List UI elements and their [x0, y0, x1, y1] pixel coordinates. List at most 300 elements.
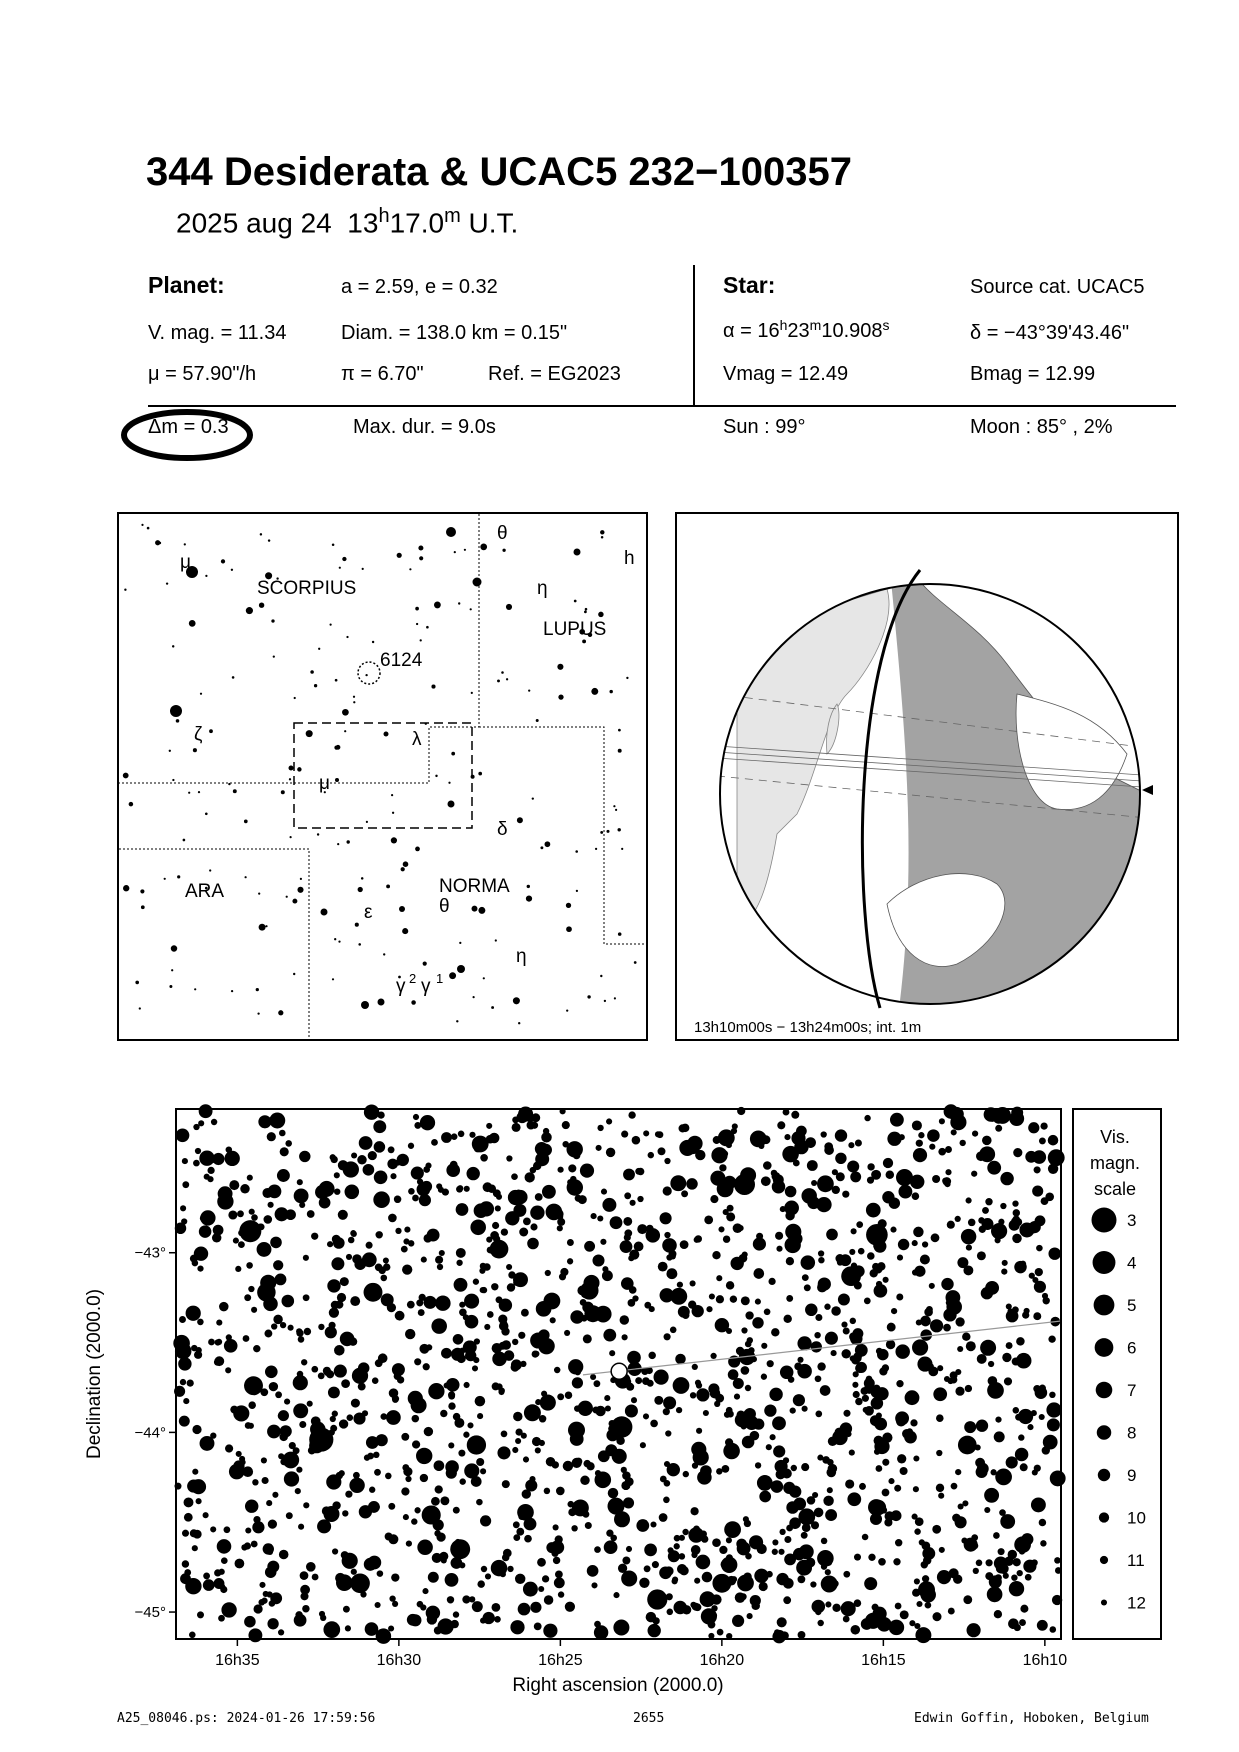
- field-star: [180, 1379, 186, 1385]
- field-star: [761, 1176, 771, 1186]
- bright-star: [611, 1416, 632, 1437]
- field-star: [557, 1225, 563, 1231]
- field-star: [670, 1253, 676, 1259]
- finder-star: [600, 975, 602, 977]
- field-star: [453, 1507, 460, 1514]
- x-tick-label: 16h20: [699, 1652, 745, 1669]
- field-star: [431, 1318, 447, 1334]
- field-star: [542, 1185, 556, 1199]
- finder-star: [123, 773, 129, 779]
- finder-star: [259, 924, 266, 931]
- bright-star: [244, 1376, 263, 1395]
- field-star: [927, 1129, 940, 1142]
- field-star: [890, 1227, 896, 1233]
- finder-star: [456, 1020, 458, 1022]
- field-star: [778, 1549, 784, 1555]
- field-star: [915, 1627, 931, 1643]
- finder-star: [502, 549, 505, 552]
- field-star: [912, 1589, 920, 1597]
- field-star: [557, 1393, 564, 1400]
- field-star: [821, 1538, 828, 1545]
- field-star: [300, 1571, 309, 1580]
- field-star: [368, 1556, 382, 1570]
- field-star: [897, 1255, 903, 1261]
- field-star: [786, 1257, 794, 1265]
- finder-star: [626, 677, 628, 679]
- field-star: [995, 1417, 1001, 1423]
- field-star: [1015, 1448, 1029, 1462]
- field-star: [939, 1118, 945, 1124]
- legend-mag-label: 3: [1127, 1211, 1137, 1230]
- field-star: [220, 1586, 227, 1593]
- ra-s-unit: s: [882, 317, 890, 333]
- field-star: [831, 1350, 837, 1356]
- field-star: [362, 1410, 368, 1416]
- field-star: [574, 1369, 581, 1376]
- finder-star: [536, 719, 539, 722]
- field-star: [480, 1263, 487, 1270]
- field-star: [631, 1397, 637, 1403]
- finder-star: [353, 701, 355, 703]
- field-star: [679, 1553, 685, 1559]
- field-star: [882, 1459, 889, 1466]
- finder-star: [446, 527, 456, 537]
- field-star: [264, 1215, 273, 1224]
- bright-star: [450, 1539, 470, 1559]
- field-star: [267, 1561, 279, 1573]
- field-star: [592, 1254, 604, 1266]
- field-star: [247, 1175, 253, 1181]
- finder-star: [170, 705, 182, 717]
- field-star: [427, 1229, 440, 1242]
- field-star: [1004, 1377, 1012, 1385]
- field-star: [450, 1161, 458, 1169]
- field-star: [252, 1479, 258, 1485]
- field-star: [867, 1163, 874, 1170]
- field-star: [543, 1624, 557, 1638]
- field-star: [821, 1131, 827, 1137]
- field-star: [229, 1180, 239, 1190]
- field-star: [870, 1269, 878, 1277]
- finder-star: [574, 600, 577, 603]
- finder-star: [517, 817, 523, 823]
- field-star: [521, 1309, 529, 1317]
- finder-star: [294, 697, 296, 699]
- field-star: [278, 1412, 286, 1420]
- legend-mag-label: 12: [1127, 1593, 1146, 1613]
- field-star: [938, 1493, 944, 1499]
- field-star: [334, 1172, 340, 1178]
- field-star: [244, 1616, 256, 1628]
- field-star: [280, 1147, 289, 1156]
- field-star: [390, 1173, 396, 1179]
- field-star: [412, 1440, 420, 1448]
- field-star: [784, 1134, 790, 1140]
- field-star: [789, 1246, 795, 1252]
- field-star: [840, 1422, 852, 1434]
- field-star: [939, 1547, 945, 1553]
- field-star: [734, 1394, 740, 1400]
- field-star: [807, 1496, 816, 1505]
- field-star: [296, 1467, 302, 1473]
- field-star: [524, 1404, 541, 1421]
- legend-title-line2: magn.: [1089, 1153, 1141, 1173]
- finder-star: [188, 792, 190, 794]
- bright-star: [257, 1283, 276, 1302]
- field-star: [964, 1421, 976, 1433]
- field-star: [467, 1167, 480, 1180]
- finder-star: [233, 789, 237, 793]
- field-star: [424, 1427, 433, 1436]
- label-gamma1-index: 1: [436, 971, 444, 986]
- field-star: [843, 1327, 850, 1334]
- legend-dot: [1094, 1295, 1115, 1316]
- field-star: [402, 1464, 409, 1471]
- field-star: [630, 1200, 636, 1206]
- field-star: [679, 1124, 687, 1132]
- field-star: [435, 1256, 443, 1264]
- finder-star: [231, 569, 233, 571]
- field-star: [772, 1549, 778, 1555]
- field-star: [755, 1462, 761, 1468]
- field-star: [910, 1419, 917, 1426]
- finder-star: [209, 869, 211, 871]
- field-star: [558, 1591, 564, 1597]
- field-star: [189, 1632, 196, 1639]
- field-star: [1031, 1497, 1046, 1512]
- field-star: [228, 1210, 237, 1219]
- field-star: [285, 1140, 292, 1147]
- field-star: [372, 1377, 379, 1384]
- planet-motion: μ = 57.90"/h: [148, 363, 257, 385]
- field-star: [407, 1301, 415, 1309]
- x-axis-label: Right ascension (2000.0): [512, 1675, 724, 1696]
- field-star: [851, 1625, 861, 1635]
- field-star: [412, 1195, 419, 1202]
- field-star: [261, 1457, 267, 1463]
- field-star: [663, 1396, 676, 1409]
- field-star: [369, 1487, 375, 1493]
- finder-star: [335, 679, 338, 682]
- field-star: [751, 1356, 757, 1362]
- field-star: [644, 1544, 657, 1557]
- field-star: [480, 1515, 491, 1526]
- field-star: [1034, 1281, 1046, 1293]
- field-star: [896, 1380, 903, 1387]
- event-hour: 13: [347, 207, 379, 239]
- field-star: [862, 1395, 869, 1402]
- field-star: [758, 1143, 764, 1149]
- field-star: [639, 1578, 649, 1588]
- finder-star: [618, 729, 621, 732]
- field-star: [790, 1407, 796, 1413]
- field-star: [922, 1575, 929, 1582]
- field-star: [221, 1602, 236, 1617]
- field-star: [866, 1376, 873, 1383]
- field-star: [784, 1201, 799, 1216]
- finder-star: [297, 887, 303, 893]
- field-star: [191, 1345, 197, 1351]
- field-star: [694, 1578, 700, 1584]
- bright-star: [422, 1505, 441, 1524]
- field-star: [806, 1558, 816, 1568]
- finder-star: [526, 896, 532, 902]
- finder-star: [591, 688, 598, 695]
- field-star: [614, 1511, 630, 1527]
- field-star: [1013, 1209, 1020, 1216]
- field-star: [451, 1133, 458, 1140]
- finder-star: [574, 549, 581, 556]
- finder-star: [358, 943, 361, 946]
- field-star: [831, 1232, 837, 1238]
- field-star: [518, 1513, 525, 1520]
- field-star: [284, 1399, 290, 1405]
- field-star: [473, 1279, 479, 1285]
- finder-star: [448, 782, 450, 784]
- finder-star: [434, 601, 441, 608]
- field-star: [486, 1237, 492, 1243]
- field-star: [602, 1270, 613, 1281]
- field-star: [180, 1205, 186, 1211]
- direction-arrow: [1142, 785, 1153, 795]
- x-tick-label: 16h10: [1022, 1652, 1068, 1669]
- planet-orbit: a = 2.59, e = 0.32: [341, 276, 498, 298]
- field-star: [1013, 1558, 1021, 1566]
- field-star: [1050, 1626, 1057, 1633]
- field-star: [979, 1146, 995, 1162]
- field-star: [570, 1310, 583, 1323]
- field-star: [475, 1396, 486, 1407]
- label-6124: 6124: [380, 650, 423, 671]
- field-star: [578, 1401, 593, 1416]
- field-star: [497, 1446, 510, 1459]
- field-star: [644, 1302, 651, 1309]
- field-star: [583, 1460, 590, 1467]
- field-star: [815, 1411, 822, 1418]
- field-star: [513, 1272, 528, 1287]
- field-star: [388, 1214, 397, 1223]
- field-star: [694, 1237, 700, 1243]
- finder-star: [171, 945, 177, 951]
- field-star: [752, 1317, 763, 1328]
- finder-star: [297, 767, 301, 771]
- field-star: [850, 1171, 861, 1182]
- field-star: [922, 1241, 928, 1247]
- field-star: [540, 1395, 556, 1411]
- field-star: [725, 1438, 733, 1446]
- field-star: [373, 1191, 390, 1208]
- field-star: [405, 1329, 415, 1339]
- field-star: [794, 1140, 808, 1154]
- field-star: [831, 1306, 841, 1316]
- field-star: [670, 1175, 686, 1191]
- field-star: [775, 1232, 783, 1240]
- field-star: [717, 1629, 724, 1636]
- label-epsilon: ε: [364, 902, 373, 923]
- field-star: [513, 1521, 520, 1528]
- field-star: [531, 1122, 538, 1129]
- field-star: [985, 1281, 999, 1295]
- finder-star: [587, 995, 590, 998]
- field-star: [898, 1185, 912, 1199]
- field-star: [376, 1434, 388, 1446]
- field-star: [681, 1190, 688, 1197]
- field-star: [248, 1628, 262, 1642]
- field-star: [973, 1568, 979, 1574]
- finder-star: [245, 876, 247, 878]
- field-star: [485, 1573, 491, 1579]
- legend-mag-label: 6: [1127, 1338, 1137, 1358]
- field-star: [994, 1431, 1005, 1442]
- field-star: [193, 1160, 200, 1167]
- field-star: [936, 1450, 942, 1456]
- field-star: [886, 1340, 895, 1349]
- field-star: [259, 1582, 265, 1588]
- field-star: [1002, 1260, 1008, 1266]
- field-star: [440, 1496, 449, 1505]
- field-star: [215, 1339, 221, 1345]
- field-star: [572, 1377, 583, 1388]
- field-star: [822, 1456, 830, 1464]
- field-star: [459, 1308, 467, 1316]
- field-star: [1046, 1402, 1061, 1417]
- field-star: [311, 1366, 318, 1373]
- field-star: [998, 1564, 1008, 1574]
- field-star: [1039, 1519, 1046, 1526]
- finder-star: [566, 926, 572, 932]
- field-star: [793, 1498, 806, 1511]
- field-star: [825, 1509, 837, 1521]
- field-star: [861, 1618, 873, 1630]
- field-star: [195, 1148, 201, 1154]
- field-star: [784, 1536, 791, 1543]
- field-star: [456, 1203, 469, 1216]
- field-star: [495, 1205, 501, 1211]
- field-star: [1048, 1149, 1065, 1166]
- field-star: [294, 1614, 307, 1627]
- field-star: [480, 1468, 486, 1474]
- field-star: [873, 1420, 880, 1427]
- field-star: [804, 1284, 811, 1291]
- finder-star: [506, 604, 512, 610]
- field-star: [788, 1376, 795, 1383]
- finder-star: [506, 678, 508, 680]
- field-star: [987, 1587, 1003, 1603]
- field-star: [268, 1519, 277, 1528]
- field-star: [539, 1415, 546, 1422]
- field-star: [621, 1570, 637, 1586]
- field-star: [741, 1366, 750, 1375]
- field-star: [553, 1524, 559, 1530]
- field-star: [268, 1202, 274, 1208]
- finder-star: [353, 696, 355, 698]
- field-star: [304, 1328, 311, 1335]
- field-star: [448, 1442, 454, 1448]
- field-star: [404, 1227, 410, 1233]
- finder-star: [256, 988, 259, 991]
- field-star: [192, 1425, 201, 1434]
- finder-star: [431, 685, 435, 689]
- finder-star: [123, 885, 129, 891]
- field-star: [311, 1233, 318, 1240]
- ra-minutes: 23: [787, 320, 810, 342]
- finder-star: [361, 1001, 369, 1009]
- field-star: [253, 1604, 262, 1613]
- field-star: [307, 1401, 313, 1407]
- field-star: [373, 1452, 379, 1458]
- field-star: [716, 1275, 722, 1281]
- field-star: [1047, 1418, 1060, 1431]
- field-star: [351, 1569, 357, 1575]
- field-star: [467, 1422, 473, 1428]
- field-star: [225, 1367, 231, 1373]
- field-star: [673, 1377, 690, 1394]
- field-star: [498, 1387, 504, 1393]
- field-star: [275, 1274, 287, 1286]
- field-star: [763, 1161, 772, 1170]
- field-star: [434, 1530, 441, 1537]
- field-star: [293, 1403, 308, 1418]
- field-star: [275, 1207, 289, 1221]
- field-star: [635, 1377, 642, 1384]
- field-star: [507, 1283, 515, 1291]
- field-star: [702, 1572, 713, 1583]
- field-star: [1006, 1310, 1019, 1323]
- planet-reference: Ref. = EG2023: [488, 363, 621, 385]
- field-star: [918, 1132, 924, 1138]
- field-star: [1013, 1407, 1020, 1414]
- field-star: [383, 1257, 389, 1263]
- field-star: [299, 1151, 310, 1162]
- field-star: [874, 1284, 888, 1298]
- field-star: [286, 1512, 293, 1519]
- field-star: [862, 1534, 869, 1541]
- field-star: [458, 1131, 465, 1138]
- field-star: [679, 1535, 685, 1541]
- field-star: [657, 1374, 666, 1383]
- field-star: [853, 1371, 859, 1377]
- field-star: [512, 1123, 521, 1132]
- field-star: [368, 1501, 380, 1513]
- field-star: [771, 1170, 778, 1177]
- field-star: [916, 1601, 922, 1607]
- field-star: [545, 1270, 551, 1276]
- field-star: [492, 1603, 501, 1612]
- finder-star: [205, 812, 208, 815]
- field-star: [519, 1228, 528, 1237]
- field-star: [550, 1317, 556, 1323]
- field-star: [624, 1192, 631, 1199]
- finder-star: [334, 938, 336, 940]
- field-star: [523, 1456, 529, 1462]
- field-star: [736, 1347, 744, 1355]
- field-star: [184, 1569, 191, 1576]
- field-star: [791, 1111, 799, 1119]
- field-star: [958, 1503, 964, 1509]
- field-star: [210, 1432, 216, 1438]
- field-star: [567, 1239, 574, 1246]
- field-star: [252, 1521, 264, 1533]
- field-star: [515, 1428, 522, 1435]
- field-star: [448, 1402, 455, 1409]
- field-star: [660, 1476, 667, 1483]
- field-star: [414, 1507, 420, 1513]
- field-star: [267, 1618, 278, 1629]
- legend-mag-label: 9: [1127, 1466, 1137, 1485]
- field-star: [501, 1340, 511, 1350]
- field-star: [462, 1595, 470, 1603]
- field-star: [783, 1315, 791, 1323]
